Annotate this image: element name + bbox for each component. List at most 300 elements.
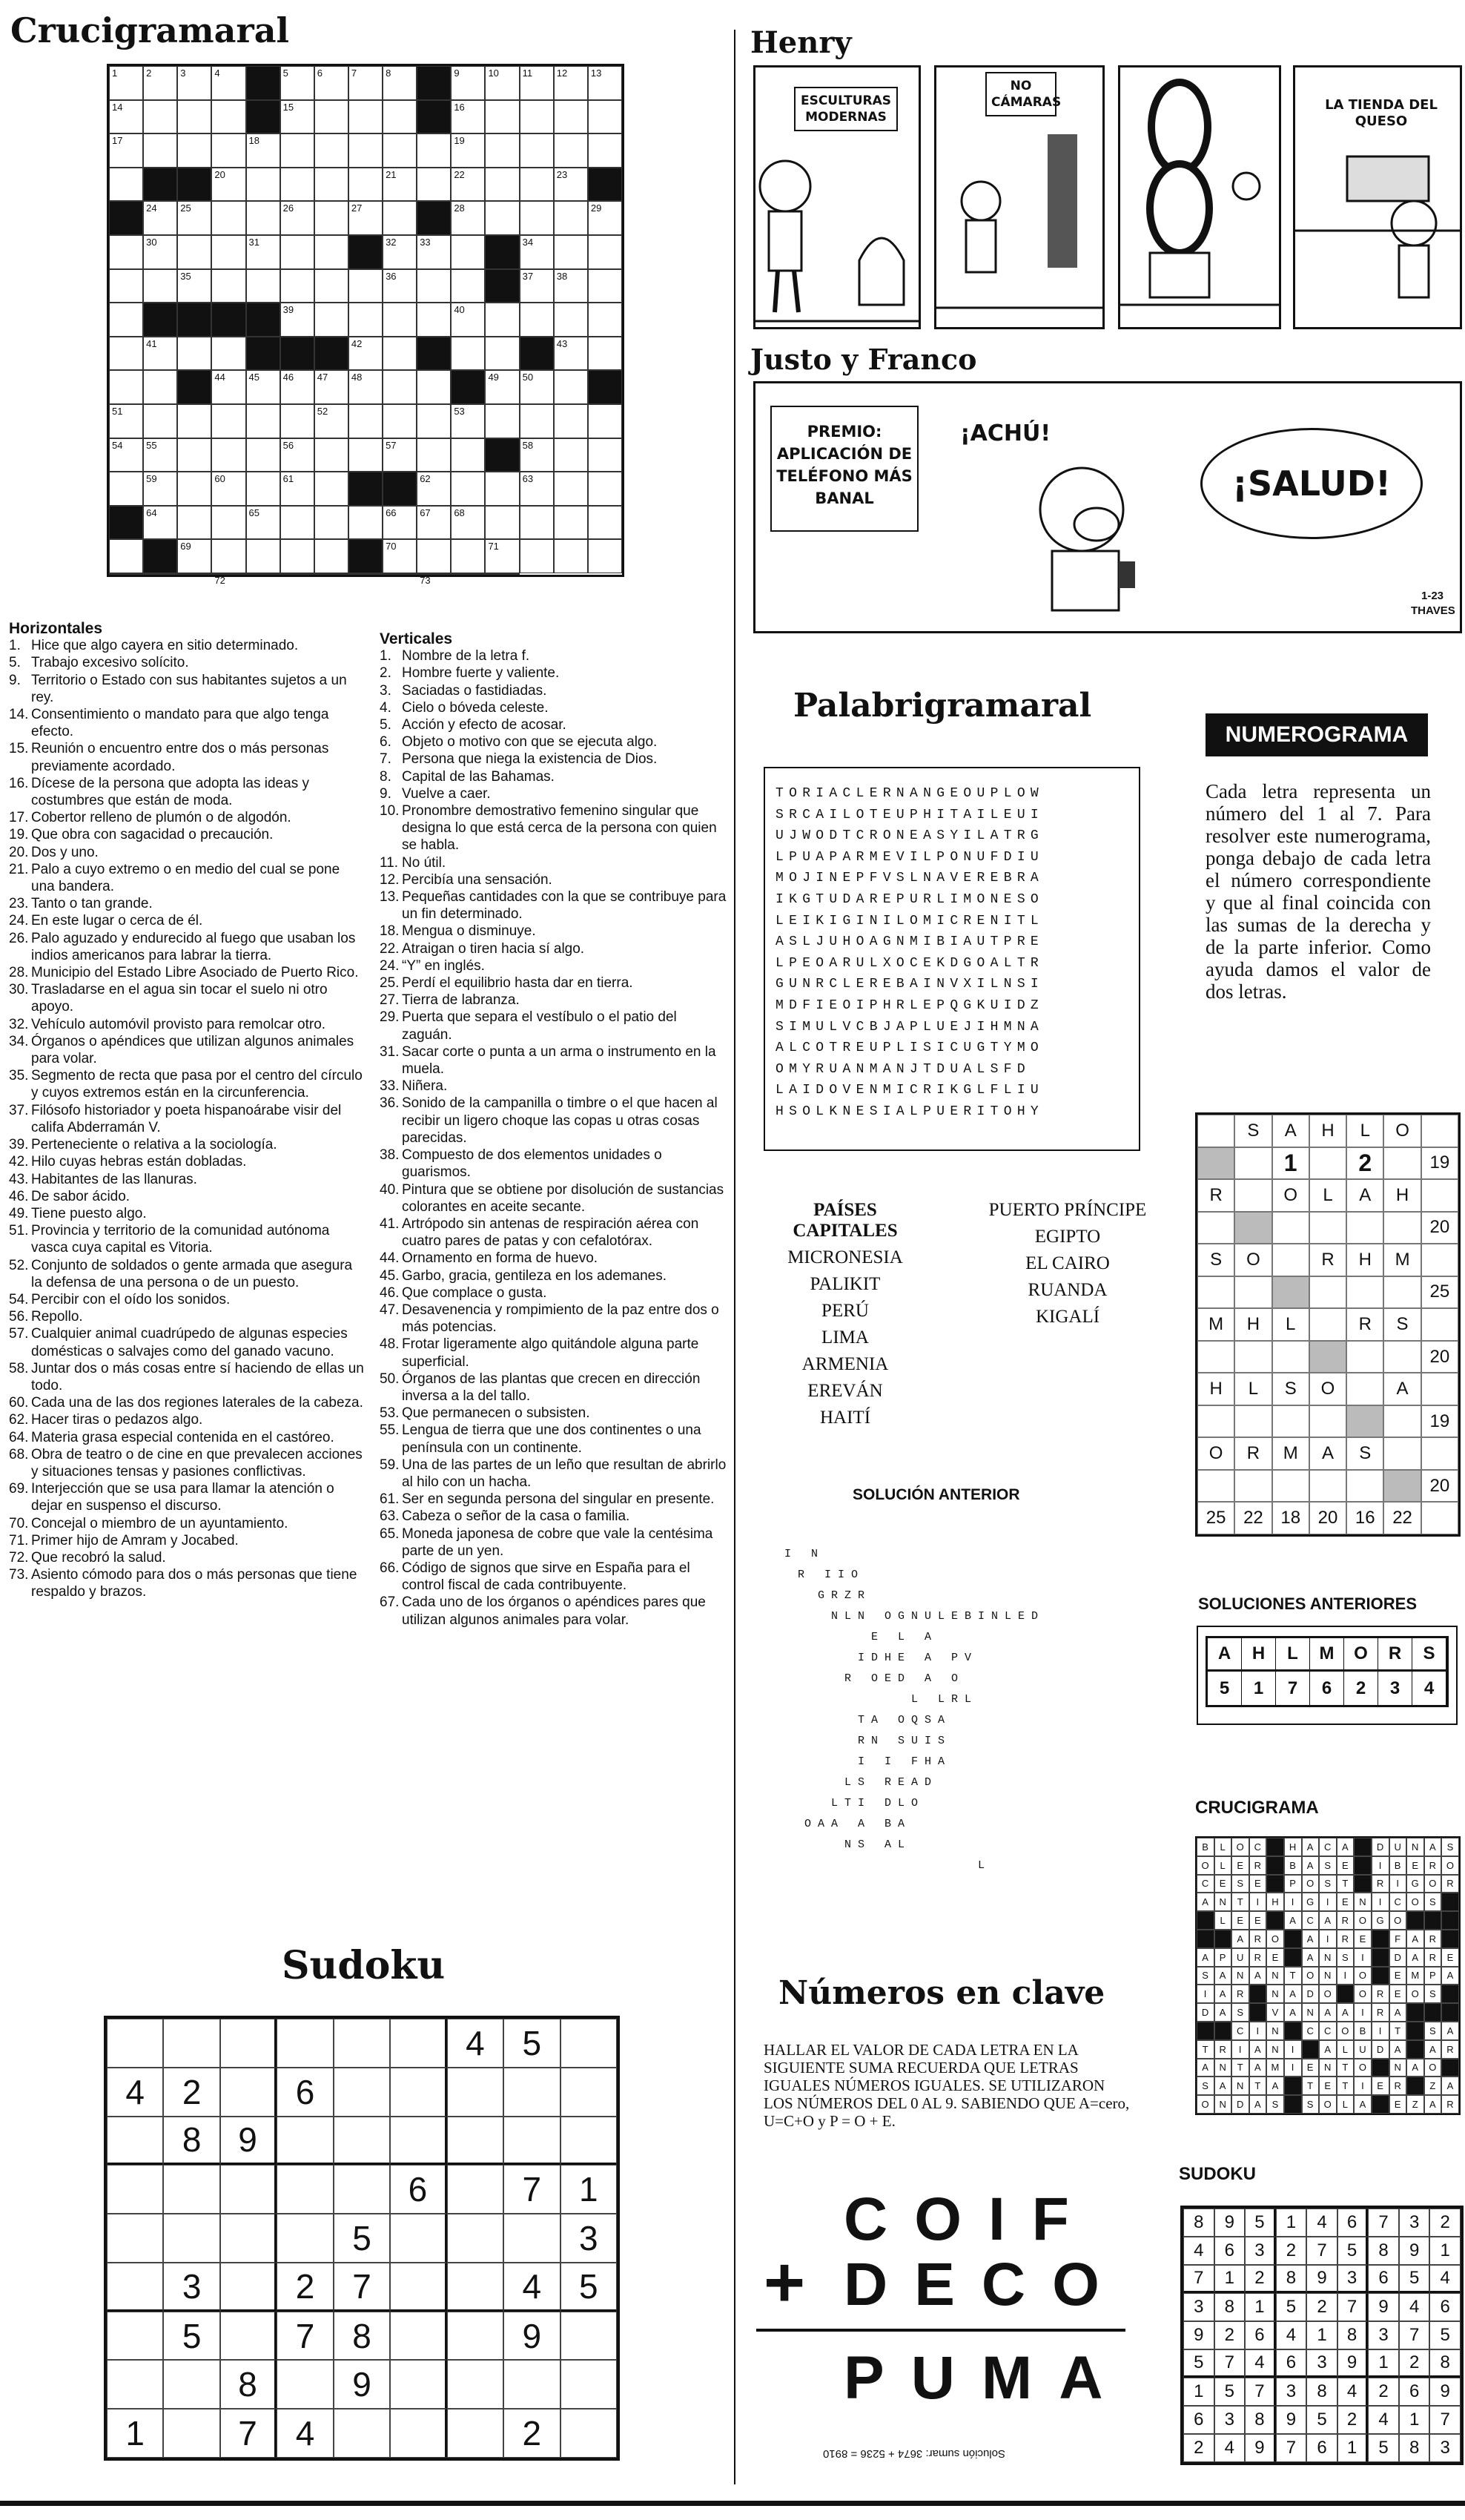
crossword-cell[interactable] <box>485 133 519 168</box>
crossword-cell[interactable] <box>280 303 314 337</box>
crossword-cell[interactable] <box>211 404 245 438</box>
crossword-cell[interactable] <box>211 235 245 269</box>
sudoku-cell[interactable] <box>560 2409 617 2458</box>
numerograma-cell[interactable] <box>1383 1276 1421 1309</box>
crossword-cell[interactable] <box>314 539 348 573</box>
crossword-cell[interactable] <box>211 472 245 506</box>
numerograma-cell[interactable]: O <box>1197 1437 1234 1470</box>
wordsearch-row[interactable]: TORIACLERNANGEOUPLOW <box>776 786 1045 801</box>
sudoku-cell[interactable] <box>220 2214 277 2263</box>
sudoku-cell[interactable] <box>560 2019 617 2068</box>
crossword-cell[interactable] <box>383 506 417 540</box>
wordsearch-row[interactable]: SRCAILOTEUPHITAILEUI <box>776 807 1045 822</box>
crossword-cell[interactable] <box>280 438 314 472</box>
numerograma-cell[interactable]: L <box>1234 1373 1271 1405</box>
sudoku-cell[interactable] <box>447 2068 503 2117</box>
numerograma-cell[interactable] <box>1383 1470 1421 1503</box>
numerograma-cell[interactable]: M <box>1272 1437 1309 1470</box>
numerograma-cell[interactable]: S <box>1346 1437 1383 1470</box>
sudoku-cell[interactable] <box>334 2409 390 2458</box>
crossword-cell[interactable] <box>348 303 383 337</box>
sudoku-cell[interactable] <box>277 2165 333 2214</box>
crossword-cell[interactable] <box>588 404 622 438</box>
sudoku-cell[interactable] <box>220 2312 277 2361</box>
crossword-cell[interactable] <box>520 133 554 168</box>
crossword-cell[interactable] <box>451 404 485 438</box>
numerograma-cell[interactable] <box>1346 1341 1383 1373</box>
crossword-cell[interactable] <box>177 506 211 540</box>
crossword-cell[interactable] <box>451 472 485 506</box>
crossword-cell[interactable] <box>314 201 348 235</box>
crossword-cell[interactable] <box>246 438 280 472</box>
numerograma-cell[interactable] <box>1234 1341 1271 1373</box>
crossword-cell[interactable] <box>177 66 211 100</box>
crossword-cell[interactable] <box>348 573 383 575</box>
crossword-cell[interactable] <box>588 337 622 371</box>
crossword-cell[interactable] <box>451 539 485 573</box>
sudoku-cell[interactable] <box>163 2165 219 2214</box>
crossword-cell[interactable] <box>143 472 177 506</box>
crossword-cell[interactable] <box>451 235 485 269</box>
crossword-cell[interactable] <box>520 404 554 438</box>
sudoku-cell[interactable] <box>220 2068 277 2117</box>
sudoku-cell[interactable]: 7 <box>334 2263 390 2312</box>
crossword-cell[interactable] <box>280 201 314 235</box>
crossword-cell[interactable] <box>280 133 314 168</box>
numerograma-cell[interactable] <box>1421 1502 1458 1534</box>
crossword-cell[interactable] <box>485 506 519 540</box>
numerograma-cell[interactable]: 2 <box>1346 1147 1383 1180</box>
crossword-cell[interactable] <box>485 539 519 573</box>
numerograma-cell[interactable]: A <box>1272 1115 1309 1147</box>
sudoku-cell[interactable] <box>107 2214 163 2263</box>
sudoku-cell[interactable]: 1 <box>560 2165 617 2214</box>
numerograma-cell[interactable] <box>1309 1405 1346 1438</box>
crossword-cell[interactable] <box>314 573 348 575</box>
crossword-cell[interactable] <box>109 100 143 134</box>
crossword-cell[interactable] <box>417 235 451 269</box>
crossword-cell[interactable] <box>280 370 314 404</box>
crossword-cell[interactable] <box>520 100 554 134</box>
crossword-cell[interactable] <box>143 201 177 235</box>
crossword-cell[interactable] <box>485 370 519 404</box>
crossword-cell[interactable] <box>485 168 519 202</box>
crossword-cell[interactable] <box>485 66 519 100</box>
sudoku-cell[interactable]: 7 <box>503 2165 560 2214</box>
crossword-cell[interactable] <box>211 269 245 303</box>
numerograma-cell[interactable]: H <box>1383 1179 1421 1212</box>
numerograma-cell[interactable]: O <box>1383 1115 1421 1147</box>
crossword-cell[interactable] <box>383 438 417 472</box>
numerograma-cell[interactable] <box>1197 1115 1234 1147</box>
numerograma-cell[interactable]: 20 <box>1309 1502 1346 1534</box>
crossword-cell[interactable] <box>588 472 622 506</box>
numerograma-cell[interactable]: 18 <box>1272 1502 1309 1534</box>
crossword-cell[interactable] <box>417 133 451 168</box>
wordsearch-row[interactable]: SIMULVCBJAPLUEJIHMNA <box>776 1019 1045 1035</box>
numerograma-cell[interactable]: L <box>1309 1179 1346 1212</box>
sudoku-cell[interactable] <box>107 2312 163 2361</box>
crossword-cell[interactable] <box>520 438 554 472</box>
crossword-cell[interactable] <box>383 66 417 100</box>
crossword-cell[interactable] <box>314 66 348 100</box>
numerograma-cell[interactable]: 16 <box>1346 1502 1383 1534</box>
crossword-cell[interactable] <box>177 472 211 506</box>
crossword-cell[interactable] <box>451 438 485 472</box>
crossword-cell[interactable] <box>109 269 143 303</box>
crossword-cell[interactable] <box>554 269 588 303</box>
sudoku-cell[interactable] <box>390 2117 446 2166</box>
crossword-cell[interactable] <box>314 370 348 404</box>
numerograma-cell[interactable] <box>1272 1212 1309 1244</box>
crossword-cell[interactable] <box>485 472 519 506</box>
numerograma-cell[interactable] <box>1309 1470 1346 1503</box>
wordsearch-row[interactable]: LPEOARULXOCEKDGOALTR <box>776 955 1045 971</box>
sudoku-cell[interactable] <box>220 2165 277 2214</box>
crossword-cell[interactable] <box>280 269 314 303</box>
sudoku-cell[interactable] <box>107 2263 163 2312</box>
sudoku-cell[interactable]: 5 <box>560 2263 617 2312</box>
crossword-cell[interactable] <box>417 438 451 472</box>
sudoku-cell[interactable] <box>390 2068 446 2117</box>
sudoku-cell[interactable]: 2 <box>163 2068 219 2117</box>
sudoku-cell[interactable] <box>390 2263 446 2312</box>
crossword-cell[interactable] <box>348 269 383 303</box>
crossword-cell[interactable] <box>109 168 143 202</box>
numerograma-cell[interactable]: O <box>1272 1179 1309 1212</box>
crossword-cell[interactable] <box>348 337 383 371</box>
crossword-cell[interactable] <box>280 472 314 506</box>
crossword-cell[interactable] <box>588 269 622 303</box>
numerograma-cell[interactable]: 20 <box>1421 1212 1458 1244</box>
crossword-cell[interactable] <box>246 472 280 506</box>
sudoku-cell[interactable]: 4 <box>107 2068 163 2117</box>
crossword-cell[interactable] <box>280 506 314 540</box>
numerograma-cell[interactable] <box>1346 1405 1383 1438</box>
numerograma-cell[interactable]: 25 <box>1421 1276 1458 1309</box>
crossword-cell[interactable] <box>588 506 622 540</box>
sudoku-cell[interactable] <box>447 2360 503 2409</box>
crossword-cell[interactable] <box>280 168 314 202</box>
numerograma-cell[interactable] <box>1272 1341 1309 1373</box>
sudoku-cell[interactable] <box>390 2214 446 2263</box>
crossword-cell[interactable] <box>520 539 554 573</box>
crossword-cell[interactable] <box>554 404 588 438</box>
crossword-cell[interactable] <box>109 337 143 371</box>
numerograma-cell[interactable]: 25 <box>1197 1502 1234 1534</box>
crossword-cell[interactable] <box>451 506 485 540</box>
crossword-cell[interactable] <box>143 404 177 438</box>
sudoku-cell[interactable] <box>447 2165 503 2214</box>
numerograma-cell[interactable] <box>1421 1244 1458 1276</box>
sudoku-cell[interactable]: 4 <box>503 2263 560 2312</box>
crossword-cell[interactable] <box>177 337 211 371</box>
numerograma-cell[interactable] <box>1272 1405 1309 1438</box>
crossword-cell[interactable] <box>485 573 519 575</box>
crossword-cell[interactable] <box>554 472 588 506</box>
crossword-cell[interactable] <box>109 404 143 438</box>
crossword-cell[interactable] <box>383 404 417 438</box>
crossword-cell[interactable] <box>520 168 554 202</box>
crossword-cell[interactable] <box>417 506 451 540</box>
numerograma-cell[interactable] <box>1421 1373 1458 1405</box>
sudoku-cell[interactable] <box>163 2360 219 2409</box>
sudoku-cell[interactable] <box>334 2117 390 2166</box>
crossword-cell[interactable] <box>554 201 588 235</box>
crossword-cell[interactable] <box>348 66 383 100</box>
numerograma-cell[interactable] <box>1197 1470 1234 1503</box>
wordsearch-row[interactable]: LAIDOVENMICRIKGLFLIU <box>776 1083 1045 1098</box>
numerograma-cell[interactable] <box>1383 1147 1421 1180</box>
numerograma-cell[interactable]: L <box>1272 1308 1309 1341</box>
sudoku-cell[interactable] <box>390 2019 446 2068</box>
crossword-cell[interactable] <box>314 404 348 438</box>
numerograma-cell[interactable] <box>1197 1276 1234 1309</box>
sudoku-cell[interactable]: 3 <box>163 2263 219 2312</box>
crossword-cell[interactable] <box>554 235 588 269</box>
numerograma-cell[interactable]: M <box>1197 1308 1234 1341</box>
crossword-cell[interactable] <box>246 404 280 438</box>
crossword-cell[interactable] <box>348 201 383 235</box>
crossword-cell[interactable] <box>109 133 143 168</box>
numerograma-cell[interactable]: 22 <box>1383 1502 1421 1534</box>
crossword-cell[interactable] <box>588 438 622 472</box>
crossword-cell[interactable] <box>417 539 451 573</box>
sudoku-cell[interactable] <box>220 2263 277 2312</box>
crossword-cell[interactable] <box>485 337 519 371</box>
numerograma-cell[interactable]: A <box>1309 1437 1346 1470</box>
numerograma-cell[interactable]: O <box>1234 1244 1271 1276</box>
crossword-cell[interactable] <box>314 269 348 303</box>
crossword-cell[interactable] <box>246 168 280 202</box>
crossword-cell[interactable] <box>520 506 554 540</box>
crossword-cell[interactable] <box>109 66 143 100</box>
crossword-cell[interactable] <box>314 168 348 202</box>
numerograma-cell[interactable] <box>1346 1470 1383 1503</box>
numerograma-grid[interactable] <box>1195 1112 1461 1537</box>
crossword-cell[interactable] <box>485 201 519 235</box>
crossword-cell[interactable] <box>417 303 451 337</box>
crossword-cell[interactable] <box>383 100 417 134</box>
sudoku-cell[interactable] <box>447 2312 503 2361</box>
crossword-cell[interactable] <box>451 269 485 303</box>
sudoku-cell[interactable]: 6 <box>390 2165 446 2214</box>
crossword-cell[interactable] <box>177 133 211 168</box>
crossword-cell[interactable] <box>451 573 485 575</box>
crossword-cell[interactable] <box>177 100 211 134</box>
crossword-cell[interactable] <box>211 337 245 371</box>
numerograma-cell[interactable] <box>1197 1147 1234 1180</box>
crossword-cell[interactable] <box>109 539 143 573</box>
crossword-cell[interactable] <box>109 438 143 472</box>
crossword-cell[interactable] <box>520 235 554 269</box>
crossword-cell[interactable] <box>177 404 211 438</box>
crossword-cell[interactable] <box>520 201 554 235</box>
sudoku-cell[interactable]: 9 <box>334 2360 390 2409</box>
numerograma-cell[interactable]: S <box>1383 1308 1421 1341</box>
crossword-cell[interactable] <box>417 573 451 586</box>
crossword-cell[interactable] <box>348 168 383 202</box>
numerograma-cell[interactable] <box>1234 1212 1271 1244</box>
crossword-cell[interactable] <box>383 370 417 404</box>
crossword-cell[interactable] <box>211 438 245 472</box>
crossword-cell[interactable] <box>314 100 348 134</box>
numerograma-cell[interactable]: R <box>1197 1179 1234 1212</box>
crossword-cell[interactable] <box>383 168 417 202</box>
sudoku-cell[interactable] <box>560 2360 617 2409</box>
sudoku-cell[interactable] <box>447 2214 503 2263</box>
crossword-cell[interactable] <box>211 133 245 168</box>
crossword-cell[interactable] <box>417 168 451 202</box>
numerograma-cell[interactable] <box>1234 1405 1271 1438</box>
numerograma-cell[interactable] <box>1309 1212 1346 1244</box>
crossword-cell[interactable] <box>211 168 245 202</box>
sudoku-cell[interactable] <box>503 2360 560 2409</box>
numerograma-cell[interactable] <box>1234 1147 1271 1180</box>
sudoku-cell[interactable] <box>503 2068 560 2117</box>
numerograma-cell[interactable] <box>1197 1212 1234 1244</box>
crossword-cell[interactable] <box>451 201 485 235</box>
crossword-cell[interactable] <box>520 269 554 303</box>
numerograma-cell[interactable] <box>1346 1276 1383 1309</box>
numerograma-cell[interactable]: A <box>1346 1179 1383 1212</box>
sudoku-cell[interactable] <box>560 2117 617 2166</box>
numerograma-cell[interactable] <box>1383 1405 1421 1438</box>
crossword-cell[interactable] <box>554 438 588 472</box>
numerograma-cell[interactable] <box>1234 1179 1271 1212</box>
sudoku-cell[interactable]: 1 <box>107 2409 163 2458</box>
crossword-cell[interactable] <box>588 100 622 134</box>
crossword-cell[interactable] <box>246 573 280 575</box>
crossword-cell[interactable] <box>383 269 417 303</box>
crossword-cell[interactable] <box>417 404 451 438</box>
crossword-cell[interactable] <box>109 573 143 575</box>
sudoku-cell[interactable] <box>560 2312 617 2361</box>
numerograma-cell[interactable] <box>1309 1147 1346 1180</box>
sudoku-cell[interactable]: 9 <box>503 2312 560 2361</box>
sudoku-cell[interactable] <box>277 2117 333 2166</box>
crossword-cell[interactable] <box>485 303 519 337</box>
numerograma-cell[interactable] <box>1421 1437 1458 1470</box>
numerograma-cell[interactable] <box>1421 1308 1458 1341</box>
crossword-cell[interactable] <box>554 133 588 168</box>
sudoku-cell[interactable]: 8 <box>334 2312 390 2361</box>
wordsearch-row[interactable]: OMYRUANMANJTDUALSFD <box>776 1061 1031 1077</box>
crossword-cell[interactable] <box>348 438 383 472</box>
wordsearch-row[interactable]: LPUAPARMEVILPONUFDIU <box>776 849 1045 865</box>
wordsearch-row[interactable]: GUNRCLEREBAINVXILNSI <box>776 977 1045 992</box>
sudoku-cell[interactable] <box>220 2019 277 2068</box>
crossword-cell[interactable] <box>143 66 177 100</box>
sudoku-cell[interactable] <box>334 2019 390 2068</box>
crossword-cell[interactable] <box>314 472 348 506</box>
numerograma-cell[interactable] <box>1197 1405 1234 1438</box>
crossword-cell[interactable] <box>109 303 143 337</box>
sudoku-cell[interactable] <box>390 2409 446 2458</box>
crossword-cell[interactable] <box>520 370 554 404</box>
numerograma-cell[interactable]: M <box>1383 1244 1421 1276</box>
numerograma-cell[interactable] <box>1309 1341 1346 1373</box>
crossword-cell[interactable] <box>554 100 588 134</box>
wordsearch-row[interactable]: MDFIEOIPHRLEPQGKUIDZ <box>776 997 1045 1013</box>
wordsearch-row[interactable]: MOJINEPFVSLNAVEREBRA <box>776 871 1045 886</box>
crossword-cell[interactable] <box>143 337 177 371</box>
sudoku-cell[interactable] <box>447 2117 503 2166</box>
sudoku-cell[interactable] <box>107 2165 163 2214</box>
crossword-cell[interactable] <box>348 404 383 438</box>
crossword-cell[interactable] <box>451 168 485 202</box>
sudoku-cell[interactable]: 2 <box>277 2263 333 2312</box>
wordsearch-grid[interactable] <box>764 767 1140 1151</box>
numerograma-cell[interactable]: S <box>1272 1373 1309 1405</box>
crossword-cell[interactable] <box>383 337 417 371</box>
sudoku-cell[interactable] <box>447 2409 503 2458</box>
numerograma-cell[interactable] <box>1309 1308 1346 1341</box>
crossword-cell[interactable] <box>588 235 622 269</box>
numerograma-cell[interactable]: S <box>1197 1244 1234 1276</box>
crossword-cell[interactable] <box>451 66 485 100</box>
numerograma-cell[interactable] <box>1197 1341 1234 1373</box>
wordsearch-row[interactable]: HSOLKNESIALPUERITOHY <box>776 1104 1045 1119</box>
sudoku-cell[interactable] <box>334 2068 390 2117</box>
numerograma-cell[interactable] <box>1383 1212 1421 1244</box>
numerograma-cell[interactable]: S <box>1234 1115 1271 1147</box>
crossword-cell[interactable] <box>246 269 280 303</box>
numerograma-cell[interactable]: H <box>1309 1115 1346 1147</box>
crossword-cell[interactable] <box>177 269 211 303</box>
crossword-cell[interactable] <box>211 100 245 134</box>
crossword-grid[interactable] <box>107 64 624 586</box>
sudoku-cell[interactable] <box>107 2019 163 2068</box>
crossword-cell[interactable] <box>211 506 245 540</box>
numerograma-cell[interactable]: 20 <box>1421 1341 1458 1373</box>
crossword-cell[interactable] <box>143 438 177 472</box>
numerograma-cell[interactable]: 19 <box>1421 1405 1458 1438</box>
crossword-cell[interactable] <box>177 539 211 573</box>
crossword-cell[interactable] <box>348 506 383 540</box>
numerograma-cell[interactable]: L <box>1346 1115 1383 1147</box>
crossword-cell[interactable] <box>417 370 451 404</box>
sudoku-cell[interactable] <box>163 2214 219 2263</box>
numerograma-cell[interactable] <box>1421 1179 1458 1212</box>
crossword-cell[interactable] <box>588 133 622 168</box>
crossword-cell[interactable] <box>109 370 143 404</box>
crossword-cell[interactable] <box>554 66 588 100</box>
crossword-cell[interactable] <box>143 370 177 404</box>
sudoku-cell[interactable] <box>107 2360 163 2409</box>
crossword-cell[interactable] <box>143 133 177 168</box>
crossword-cell[interactable] <box>588 201 622 235</box>
crossword-cell[interactable] <box>451 100 485 134</box>
numerograma-cell[interactable] <box>1234 1470 1271 1503</box>
sudoku-cell[interactable]: 9 <box>220 2117 277 2166</box>
crossword-cell[interactable] <box>520 303 554 337</box>
sudoku-cell[interactable] <box>107 2117 163 2166</box>
numerograma-cell[interactable] <box>1272 1276 1309 1309</box>
numerograma-cell[interactable] <box>1309 1276 1346 1309</box>
sudoku-cell[interactable] <box>277 2360 333 2409</box>
crossword-cell[interactable] <box>177 235 211 269</box>
crossword-cell[interactable] <box>383 133 417 168</box>
numerograma-cell[interactable]: 22 <box>1234 1502 1271 1534</box>
crossword-cell[interactable] <box>177 438 211 472</box>
crossword-cell[interactable] <box>383 303 417 337</box>
crossword-cell[interactable] <box>211 66 245 100</box>
crossword-cell[interactable] <box>246 201 280 235</box>
numerograma-cell[interactable]: H <box>1234 1308 1271 1341</box>
crossword-cell[interactable] <box>280 539 314 573</box>
sudoku-cell[interactable]: 2 <box>503 2409 560 2458</box>
